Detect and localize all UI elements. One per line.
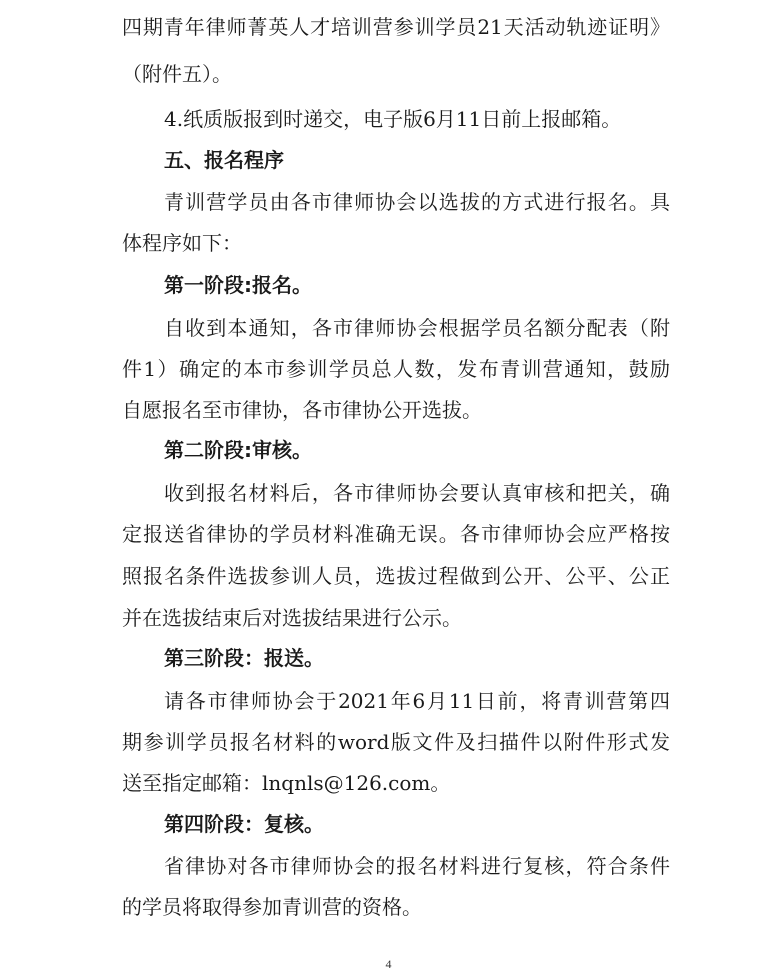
text-line: 期参训学员报名材料的word版文件及扫描件以附件形式发	[122, 730, 670, 754]
text-line: （附件五）。	[122, 62, 232, 86]
text-line: 四期青年律师菁英人才培训营参训学员21天活动轨迹证明》	[122, 15, 670, 39]
text-line: 请各市律师协会于2021年6月11日前，将青训营第四	[164, 689, 670, 713]
stage-heading: 第二阶段:审核。	[164, 438, 312, 462]
text-line: 的学员将取得参加青训营的资格。	[122, 895, 422, 919]
stage-heading: 第四阶段：复核。	[164, 812, 324, 836]
text-line: 省律协对各市律师协会的报名材料进行复核，符合条件	[164, 854, 670, 878]
text-line: 自愿报名至市律协，各市律协公开选拔。	[122, 398, 482, 422]
text-line: 体程序如下：	[122, 231, 242, 255]
text-line: 并在选拔结束后对选拔结果进行公示。	[122, 606, 462, 630]
text-line: 收到报名材料后，各市律师协会要认真审核和把关，确	[164, 481, 670, 505]
text-line: 照报名条件选拔参训人员，选拔过程做到公开、公平、公正	[122, 564, 670, 588]
email-line: 送至指定邮箱：lnqnls@126.com。	[122, 771, 451, 795]
stage-heading: 第一阶段:报名。	[164, 273, 312, 297]
page-number: 4	[385, 957, 392, 971]
text-line: 4.纸质版报到时递交，电子版6月11日前上报邮箱。	[164, 107, 622, 131]
text-line: 青训营学员由各市律师协会以选拔的方式进行报名。具	[164, 190, 670, 214]
stage-heading: 第三阶段：报送。	[164, 646, 324, 670]
section-heading: 五、报名程序	[164, 148, 284, 172]
text-line: 自收到本通知，各市律师协会根据学员名额分配表（附	[164, 316, 670, 340]
text-line: 定报送省律协的学员材料准确无误。各市律师协会应严格按	[122, 522, 670, 546]
text-line: 件1）确定的本市参训学员总人数，发布青训营通知，鼓励	[122, 357, 670, 381]
